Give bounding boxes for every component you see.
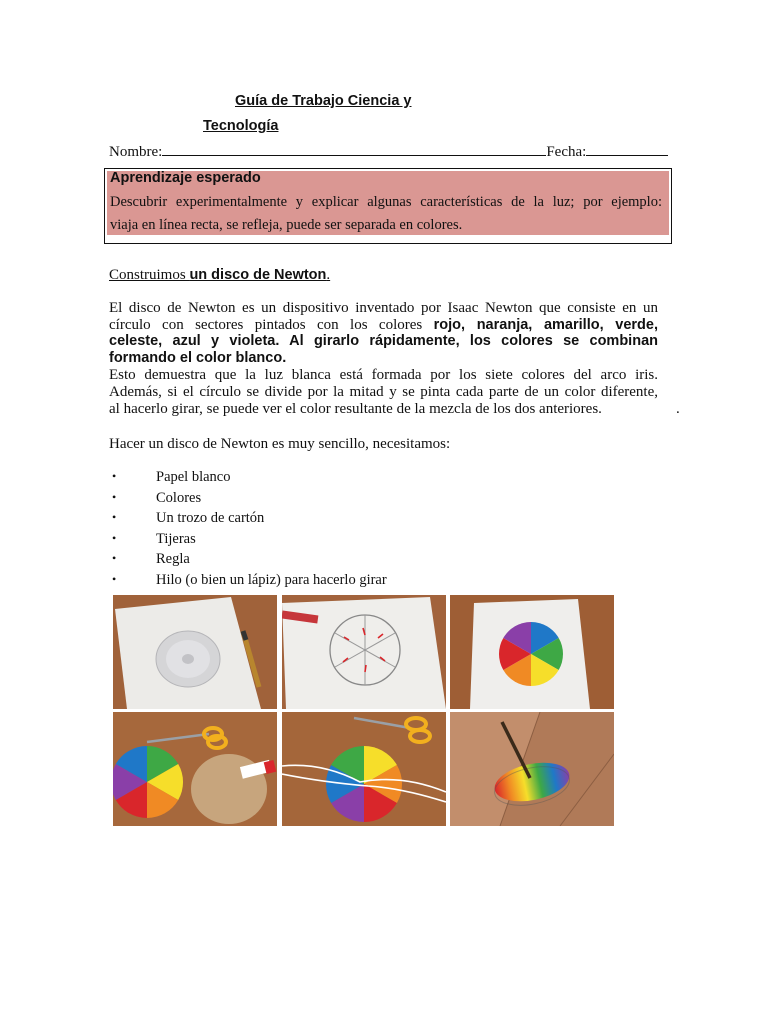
objective-heading: Aprendizaje esperado bbox=[110, 170, 261, 186]
p1-line3: celeste, azul y violeta. Al girarlo rápidamente, los colores se combinan bbox=[109, 333, 658, 349]
name-date-row bbox=[109, 143, 668, 161]
objective-line2: viaja en línea recta, se refleja, puede ser separada en colores. bbox=[110, 217, 463, 233]
p1-line2 bbox=[109, 317, 658, 334]
circle-divided-in-sectors-photo bbox=[282, 595, 446, 709]
name-field-line[interactable] bbox=[162, 143, 546, 156]
page-title-line1: Guía de Trabajo Ciencia y bbox=[235, 93, 412, 109]
objective-line1: Descubrir experimentalmente y explicar algunas características de la luz; por ejemplo: bbox=[110, 194, 662, 210]
colored-disk-photo bbox=[450, 595, 614, 709]
section-title-bold: un disco de Newton bbox=[189, 267, 327, 283]
section-title-end: . bbox=[326, 267, 331, 283]
name-label: Nombre: bbox=[109, 144, 163, 160]
disk-and-cardboard-photo bbox=[113, 712, 277, 826]
section-title bbox=[109, 267, 330, 284]
p2-line1: Esto demuestra que la luz blanca está formada por los siete colores del arco iris. bbox=[109, 367, 658, 383]
section-title-normal: Construimos bbox=[109, 267, 190, 283]
materials-intro: Hacer un disco de Newton es muy sencillo, necesitamos: bbox=[109, 436, 451, 452]
p1-line2-normal: círculo con sectores pintados con los colores bbox=[109, 316, 434, 333]
bullet-icon: • bbox=[112, 469, 117, 483]
paragraph-1 bbox=[109, 300, 658, 366]
p1-line1: El disco de Newton es un dispositivo inventado por Isaac Newton que consiste en un bbox=[109, 300, 658, 316]
bullet-icon: • bbox=[112, 510, 117, 524]
date-field-line[interactable] bbox=[586, 143, 668, 156]
paragraph-2 bbox=[109, 367, 658, 418]
bullet-icon: • bbox=[112, 551, 117, 565]
p2-line3: al hacerlo girar, se puede ver el color resultante de la mezcla de los dos anteriores. bbox=[109, 401, 602, 417]
p2-line2: Además, si el círculo se divide por la mitad y se pinta cada parte de un color diferente, bbox=[109, 384, 658, 400]
stray-dot: . bbox=[676, 401, 680, 417]
bullet-icon: • bbox=[112, 572, 117, 586]
objective-box bbox=[104, 168, 672, 244]
disk-with-string-photo bbox=[282, 712, 446, 826]
bullet-icon: • bbox=[112, 531, 117, 545]
page-title-line2: Tecnología bbox=[203, 118, 279, 134]
objective-text bbox=[110, 194, 662, 234]
bullet-icon: • bbox=[112, 490, 117, 504]
p1-line2-bold: rojo, naranja, amarillo, verde, bbox=[433, 316, 658, 333]
date-label: Fecha: bbox=[546, 144, 587, 160]
cd-on-paper-photo bbox=[113, 595, 277, 709]
p1-line4: formando el color blanco. bbox=[109, 349, 287, 366]
spinning-disk-photo bbox=[450, 712, 614, 826]
